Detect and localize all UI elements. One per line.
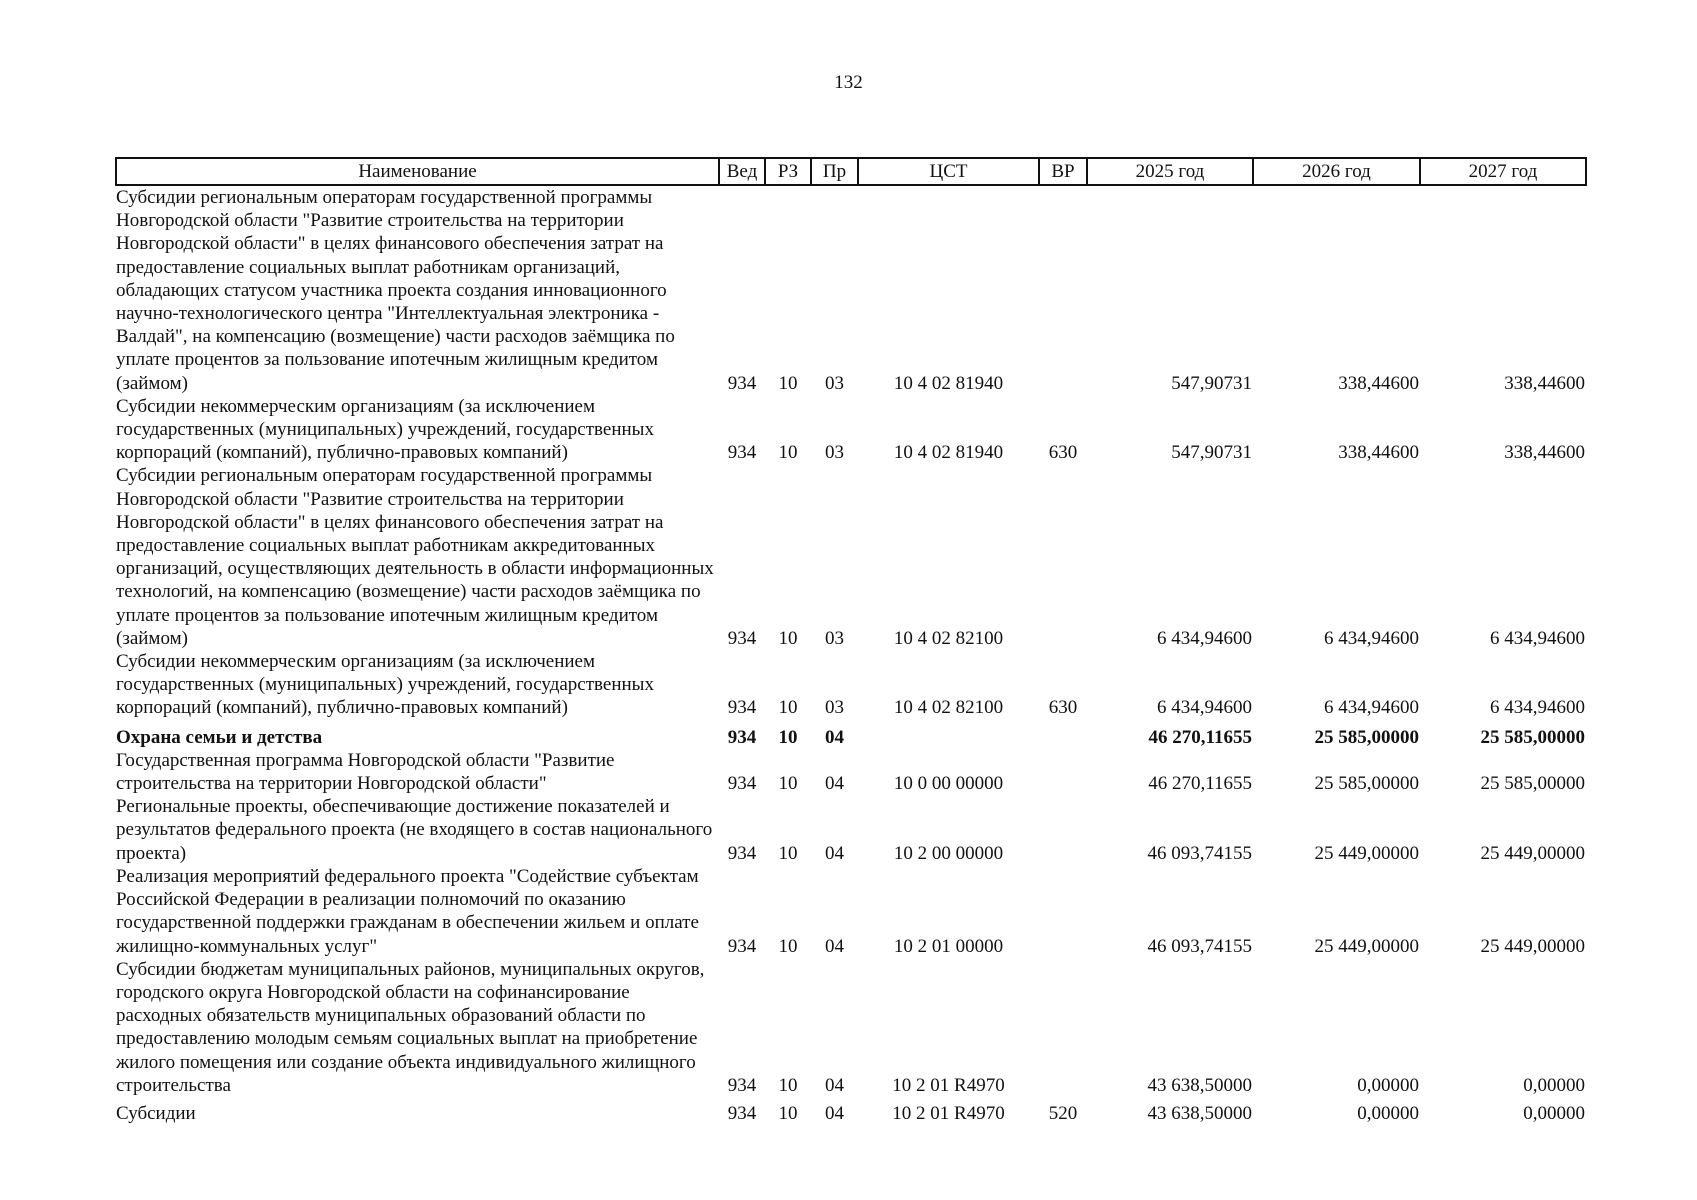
row-rz: 10 (778, 1102, 798, 1124)
row-cst: 10 4 02 81940 (893, 442, 1004, 464)
row-name: Региональные проекты, обеспечивающие достижение показателей и результатов федерального проекта (не входящего в состав национального проекта) (116, 796, 713, 864)
section-name: Охрана семьи и детства (116, 726, 323, 748)
table-row (116, 464, 1586, 650)
row-cst: 10 0 00 00000 (893, 773, 1004, 795)
row-cst: 10 2 00 00000 (893, 842, 1004, 864)
row-2025: 6 434,94600 (1157, 697, 1252, 719)
row-2026: 338,44600 (1338, 372, 1419, 394)
table-row (116, 749, 1586, 795)
row-cst: 10 4 02 82100 (893, 627, 1004, 649)
row-ved: 934 (727, 372, 757, 394)
row-ved: 934 (727, 935, 757, 957)
row-cst: 10 2 01 R4970 (892, 1074, 1005, 1096)
row-2026: 6 434,94600 (1324, 627, 1419, 649)
row-2027: 25 585,00000 (1480, 726, 1585, 748)
row-ved: 934 (727, 442, 757, 464)
budget-table (115, 157, 1587, 1125)
header-2025: 2025 год (1087, 158, 1253, 185)
header-cst: ЦСТ (858, 158, 1039, 185)
row-2025: 46 093,74155 (1147, 935, 1252, 957)
row-cst (858, 720, 1039, 749)
header-ved: Вед (719, 158, 765, 185)
row-rz: 10 (778, 842, 798, 864)
row-pr: 04 (825, 842, 844, 864)
row-ved: 934 (727, 726, 757, 748)
row-ved: 934 (727, 1102, 757, 1124)
row-2027: 25 585,00000 (1480, 773, 1585, 795)
row-name: Реализация мероприятий федерального проекта "Содействие субъектам Российской Федерации в реализации полномочий по оказанию государственной поддержки гражданам в обеспечении жильем и оплате жилищно-коммунальных услуг" (116, 865, 699, 957)
row-pr: 04 (825, 1074, 844, 1096)
row-cst: 10 4 02 81940 (893, 372, 1004, 394)
row-2027: 25 449,00000 (1480, 842, 1585, 864)
row-vr (1039, 464, 1087, 650)
row-cst: 10 4 02 82100 (893, 697, 1004, 719)
row-pr: 04 (825, 773, 844, 795)
row-vr: 520 (1048, 1102, 1078, 1124)
row-2026: 25 585,00000 (1314, 773, 1419, 795)
row-2025: 46 270,11655 (1148, 773, 1252, 795)
row-pr: 03 (825, 372, 844, 394)
table-section-row (116, 720, 1586, 749)
row-pr: 04 (825, 1102, 844, 1124)
row-ved: 934 (727, 627, 757, 649)
row-cst: 10 2 01 R4970 (892, 1102, 1005, 1124)
row-rz: 10 (778, 372, 798, 394)
row-2026: 338,44600 (1338, 442, 1419, 464)
row-cst: 10 2 01 00000 (893, 935, 1004, 957)
row-vr (1039, 865, 1087, 958)
row-name: Субсидии некоммерческим организациям (за исключением государственных (муниципальных) учреждений, государственных корпораций (компаний), публично-правовых компаний) (116, 395, 654, 464)
row-vr (1039, 749, 1087, 795)
table-row (116, 958, 1586, 1097)
row-2025: 6 434,94600 (1157, 627, 1252, 649)
row-vr (1039, 958, 1087, 1097)
table-row (116, 865, 1586, 958)
row-name: Субсидии (116, 1102, 196, 1124)
row-pr: 03 (825, 697, 844, 719)
row-ved: 934 (727, 1074, 757, 1096)
row-2026: 25 585,00000 (1314, 726, 1419, 748)
header-pr: Пр (811, 158, 858, 185)
row-pr: 04 (825, 726, 844, 748)
table-row (116, 650, 1586, 720)
row-2025: 43 638,50000 (1147, 1102, 1252, 1124)
row-2025: 46 093,74155 (1147, 842, 1252, 864)
row-2025: 547,90731 (1171, 442, 1252, 464)
row-name: Субсидии региональным операторам государственной программы Новгородской области "Развитие строительства на территории Новгородской области" в целях финансового обеспечения затрат на предоставление социальных выплат работникам аккредитованных организаций, осуществляющих деятельность в области информационных технологий, на компенсацию (возмещение) части расходов заёмщика по уплате процентов за пользование ипотечным жилищным кредитом (займом) (116, 465, 714, 649)
row-2026: 0,00000 (1357, 1074, 1419, 1096)
page-number: 132 (834, 72, 863, 93)
row-pr: 03 (825, 442, 844, 464)
row-name: Государственная программа Новгородской области "Развитие строительства на территории Новгородской области" (116, 749, 615, 795)
row-ved: 934 (727, 697, 757, 719)
row-vr (1039, 185, 1087, 395)
table-row (116, 185, 1586, 395)
row-2026: 6 434,94600 (1324, 697, 1419, 719)
row-2026: 25 449,00000 (1314, 842, 1419, 864)
row-rz: 10 (778, 726, 798, 748)
table-row (116, 395, 1586, 465)
row-rz: 10 (778, 442, 798, 464)
row-2025: 43 638,50000 (1147, 1074, 1252, 1096)
row-rz: 10 (778, 697, 798, 719)
row-ved: 934 (727, 773, 757, 795)
row-rz: 10 (778, 935, 798, 957)
row-2027: 25 449,00000 (1480, 935, 1585, 957)
row-name: Субсидии региональным операторам государственной программы Новгородской области "Развитие строительства на территории Новгородской области" в целях финансового обеспечения затрат на предоставление социальных выплат работникам организаций, обладающих статусом участника проекта создания инновационного научно-технологического центра "Интеллектуальная электроника - Валдай", на компенсацию (возмещение) части расходов заёмщика по уплате процентов за пользование ипотечным жилищным кредитом (займом) (116, 187, 675, 394)
row-2027: 6 434,94600 (1490, 697, 1585, 719)
row-2027: 338,44600 (1504, 372, 1585, 394)
header-2026: 2026 год (1253, 158, 1420, 185)
row-vr: 630 (1048, 442, 1078, 464)
table-header-row (116, 158, 1586, 185)
row-2027: 338,44600 (1504, 442, 1585, 464)
row-2027: 0,00000 (1523, 1074, 1585, 1096)
header-2027: 2027 год (1420, 158, 1586, 185)
row-name: Субсидии бюджетам муниципальных районов, муниципальных округов, городского округа Новгородской области на софинансирование расходных обязательств муниципальных образований области по предоставлению молодым семьям социальных выплат на приобретение жилого помещения или создание объекта индивидуального жилищного строительства (116, 958, 705, 1096)
row-2026: 25 449,00000 (1314, 935, 1419, 957)
row-rz: 10 (778, 773, 798, 795)
row-pr: 04 (825, 935, 844, 957)
row-pr: 03 (825, 627, 844, 649)
row-rz: 10 (778, 627, 798, 649)
row-2027: 0,00000 (1523, 1102, 1585, 1124)
row-vr (1039, 720, 1087, 749)
row-ved: 934 (727, 842, 757, 864)
row-2025: 547,90731 (1171, 372, 1252, 394)
row-2026: 0,00000 (1357, 1102, 1419, 1124)
table-row (116, 795, 1586, 865)
header-name: Наименование (116, 158, 719, 185)
row-rz: 10 (778, 1074, 798, 1096)
header-rz: РЗ (765, 158, 811, 185)
table-row (116, 1097, 1586, 1125)
row-vr (1039, 795, 1087, 865)
row-2027: 6 434,94600 (1490, 627, 1585, 649)
row-2025: 46 270,11655 (1148, 726, 1252, 748)
row-vr: 630 (1048, 697, 1078, 719)
header-vr: ВР (1039, 158, 1087, 185)
row-name: Субсидии некоммерческим организациям (за исключением государственных (муниципальных) учреждений, государственных корпораций (компаний), публично-правовых компаний) (116, 651, 654, 719)
